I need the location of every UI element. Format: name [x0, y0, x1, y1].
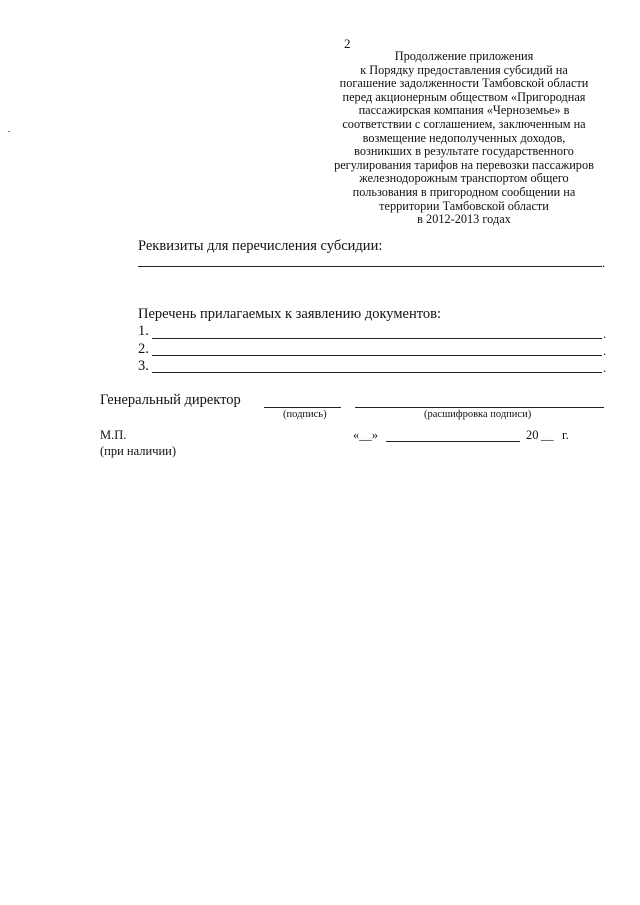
stamp-note: (при наличии) — [100, 444, 177, 458]
date-unit: г. — [562, 428, 569, 442]
stamp-label: М.П. — [100, 428, 127, 442]
date-day[interactable]: «__» — [353, 428, 378, 442]
page-number: 2 — [344, 36, 351, 51]
header-line: возмещение недополученных доходов, — [362, 130, 566, 145]
document-item-number: 3. — [138, 358, 149, 374]
header-line: соответствии с соглашением, заключенным на — [342, 116, 586, 131]
date-month-field[interactable] — [386, 441, 520, 442]
document-item-field[interactable] — [152, 372, 602, 373]
header-line: регулирования тарифов на перевозки пассажиров — [334, 157, 594, 172]
date-year-prefix: 20 — [526, 428, 539, 442]
document-item-field[interactable] — [152, 338, 602, 339]
document-item-number: 2. — [138, 341, 149, 357]
header-line: Продолжение приложения — [394, 49, 534, 63]
header-line: пассажирская компания «Черноземье» в — [358, 103, 570, 118]
header-line: возникших в результате государственного — [354, 144, 574, 159]
document-item-number: 1. — [138, 323, 149, 339]
signature-caption: (подпись) — [283, 409, 327, 420]
header-line: территории Тамбовской области — [379, 198, 549, 213]
director-title: Генеральный директор — [100, 392, 241, 408]
document-item-field[interactable] — [152, 355, 602, 356]
header-line: пользования в пригородном сообщении на — [352, 184, 576, 199]
document-item-end: . — [603, 343, 607, 358]
appendix-header — [318, 50, 610, 227]
header-line: к Порядку предоставления субсидий на — [360, 62, 568, 77]
requisites-end: . — [602, 255, 606, 270]
header-line: железнодорожным транспортом общего — [359, 171, 569, 186]
requisites-label: Реквизиты для перечисления субсидии: — [138, 238, 383, 254]
document-item-end: . — [603, 360, 607, 375]
date-year-field[interactable]: __ — [541, 428, 554, 442]
margin-mark — [8, 131, 10, 132]
header-line: перед акционерным обществом «Пригородная — [342, 89, 586, 104]
requisites-field[interactable] — [138, 266, 602, 267]
document-item-end: . — [603, 326, 607, 341]
documents-label: Перечень прилагаемых к заявлению документов: — [138, 306, 441, 322]
header-line: погашение задолженности Тамбовской области — [339, 76, 589, 91]
signature-field[interactable] — [264, 407, 341, 408]
signature-decode-caption: (расшифровка подписи) — [424, 409, 532, 420]
signature-decode-field[interactable] — [355, 407, 604, 408]
header-line: в 2012-2013 годах — [417, 212, 511, 227]
